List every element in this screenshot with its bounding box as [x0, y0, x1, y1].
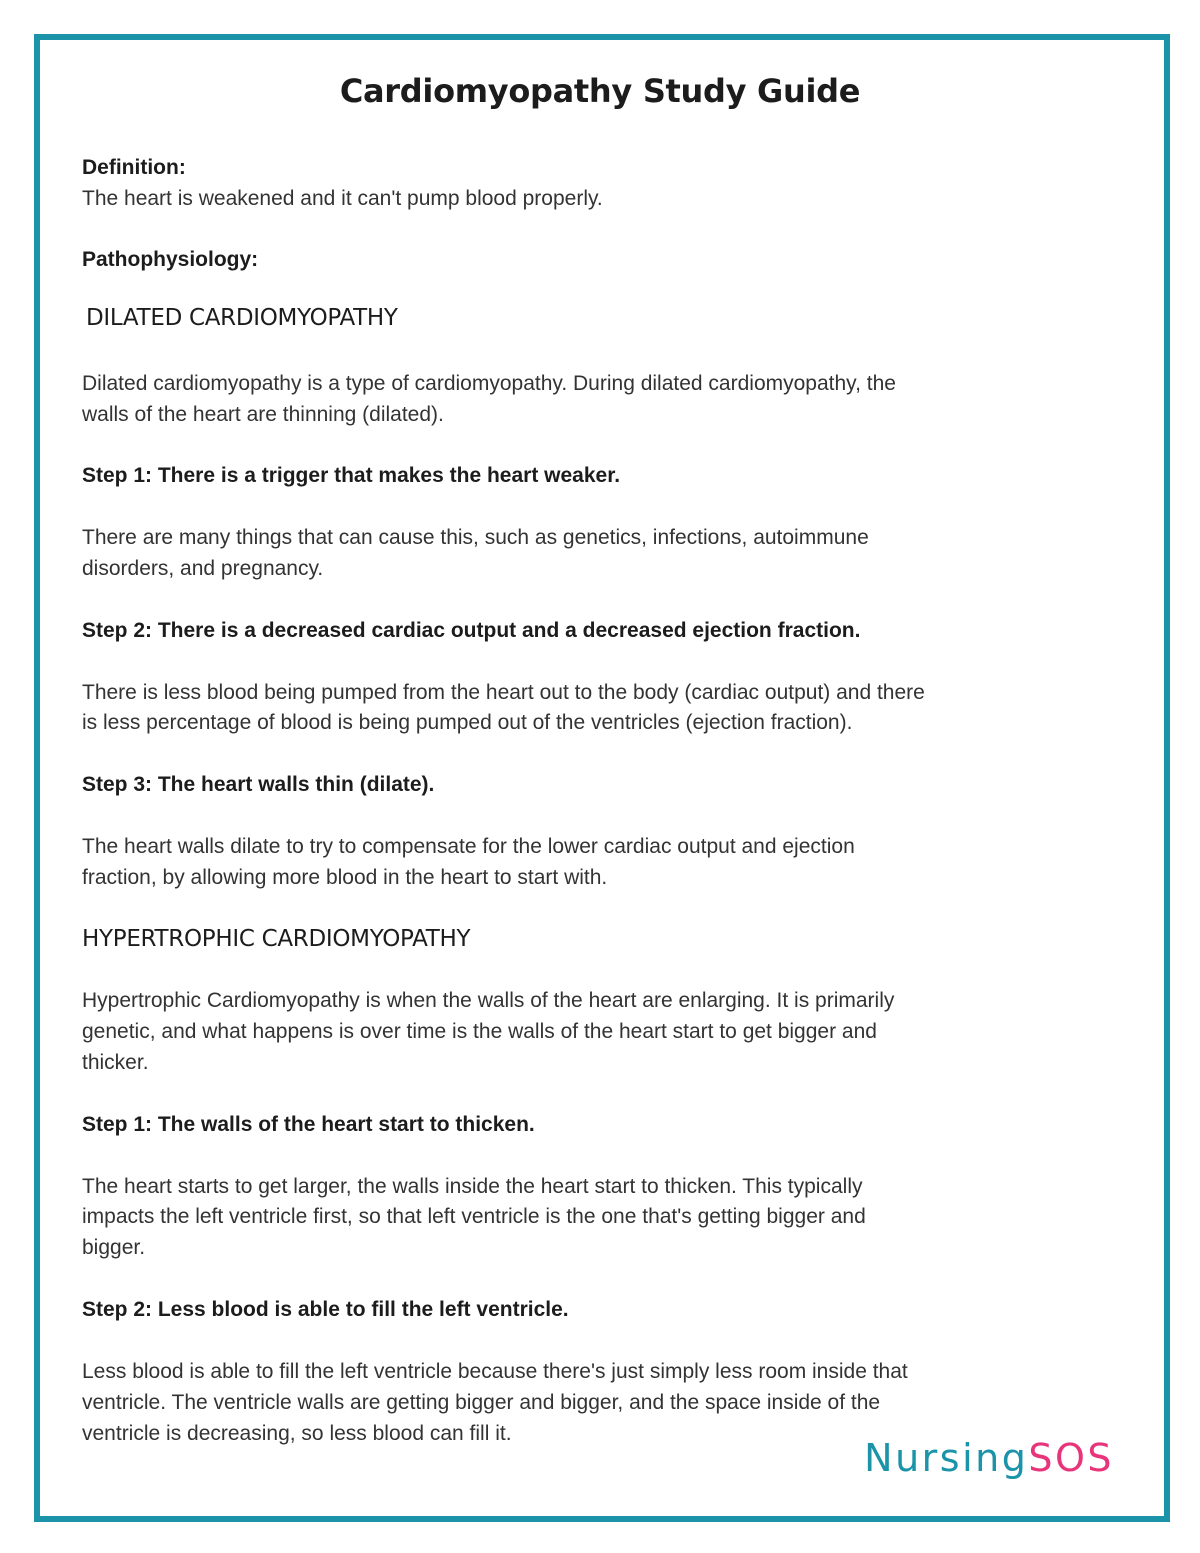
- page-title: Cardiomyopathy Study Guide: [339, 72, 861, 110]
- hypertrophic-step2-line-1: Less blood is able to fill the left ventricle because there's just simply less room inside that: [82, 1360, 908, 1383]
- hypertrophic-intro-line-2: genetic, and what happens is over time is the walls of the heart start to get bigger and: [82, 1020, 877, 1043]
- dilated-step3-heading: Step 3: The heart walls thin (dilate).: [82, 773, 435, 796]
- logo-part-sos: SOS: [1028, 1436, 1114, 1480]
- hypertrophic-step1-line-2: impacts the left ventricle first, so that left ventricle is the one that's getting bigger and: [82, 1205, 866, 1228]
- dilated-step3-line-2: fraction, by allowing more blood in the heart to start with.: [82, 866, 608, 889]
- dilated-intro-line-1: Dilated cardiomyopathy is a type of cardiomyopathy. During dilated cardiomyopathy, the: [82, 372, 896, 395]
- dilated-step2-line-2: is less percentage of blood is being pumped out of the ventricles (ejection fraction).: [82, 711, 853, 734]
- dilated-step2-line-1: There is less blood being pumped from the heart out to the body (cardiac output) and there: [82, 681, 925, 704]
- hypertrophic-step2-heading: Step 2: Less blood is able to fill the left ventricle.: [82, 1298, 569, 1321]
- dilated-section-heading: DILATED CARDIOMYOPATHY: [86, 305, 398, 331]
- hypertrophic-step1-line-1: The heart starts to get larger, the walls inside the heart start to thicken. This typically: [82, 1175, 863, 1198]
- hypertrophic-step1-heading: Step 1: The walls of the heart start to thicken.: [82, 1113, 535, 1136]
- logo-part-nursing: Nursing: [864, 1436, 1029, 1480]
- dilated-step2-heading: Step 2: There is a decreased cardiac output and a decreased ejection fraction.: [82, 619, 861, 642]
- hypertrophic-section-heading: HYPERTROPHIC CARDIOMYOPATHY: [82, 926, 471, 952]
- dilated-step3-line-1: The heart walls dilate to try to compensate for the lower cardiac output and ejection: [82, 835, 855, 858]
- hypertrophic-step2-line-2: ventricle. The ventricle walls are getting bigger and bigger, and the space inside of the: [82, 1391, 881, 1414]
- dilated-step1-heading: Step 1: There is a trigger that makes the heart weaker.: [82, 464, 621, 487]
- hypertrophic-step1-line-3: bigger.: [82, 1236, 146, 1259]
- dilated-intro-line-2: walls of the heart are thinning (dilated).: [82, 403, 444, 426]
- dilated-step1-line-2: disorders, and pregnancy.: [82, 557, 324, 580]
- definition-label: Definition:: [82, 156, 186, 179]
- hypertrophic-step2-line-3: ventricle is decreasing, so less blood can fill it.: [82, 1422, 512, 1445]
- hypertrophic-intro-line-1: Hypertrophic Cardiomyopathy is when the walls of the heart are enlarging. It is primarily: [82, 989, 895, 1012]
- nursingsos-logo: [864, 1436, 1114, 1480]
- dilated-step1-line-1: There are many things that can cause this, such as genetics, infections, autoimmune: [82, 526, 869, 549]
- pathophysiology-label: Pathophysiology:: [82, 248, 259, 271]
- definition-text: The heart is weakened and it can't pump blood properly.: [82, 187, 603, 210]
- hypertrophic-intro-line-3: thicker.: [82, 1051, 149, 1074]
